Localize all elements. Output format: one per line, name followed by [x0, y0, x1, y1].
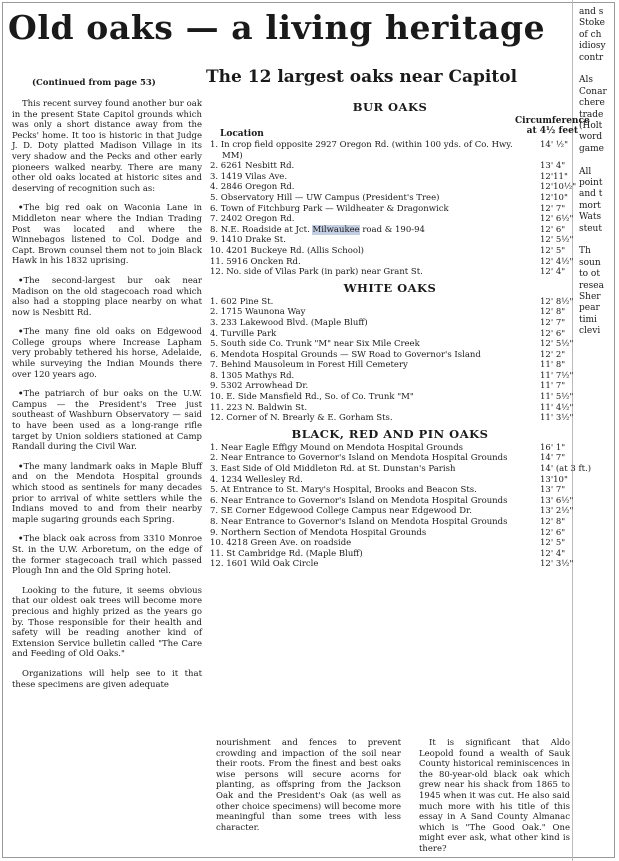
oak-circumference: 12' 5" [540, 245, 566, 256]
oak-circumference: 14' (at 3 ft.) [540, 464, 592, 475]
fragment-line: Conar [579, 86, 607, 97]
oak-location: 1. Near Eagle Effigy Mound on Mendota Hospital Grounds [210, 442, 464, 453]
fragment-line: Als [579, 75, 593, 86]
table-row [210, 307, 570, 318]
table-row [210, 182, 577, 193]
highlighted-word: Milwaukee [312, 224, 360, 235]
oak-circumference: 12'11" [540, 171, 568, 182]
table-row [210, 235, 574, 246]
oak-circumference: 11' 7½" [540, 370, 574, 381]
oak-circumference: 12' 7" [540, 317, 566, 328]
fragment-line: All [579, 166, 592, 177]
table-row [210, 214, 574, 225]
table-header [210, 116, 590, 140]
left-paragraph: • The many landmark oaks in Maple Bluff and on the Mendota Hospital grounds which stood as sentinels for many decades prior to arrival of white settlers while the Indians moved to and from their nearby maple sugaring grounds each Spring. [12, 462, 202, 526]
table-row [210, 392, 574, 403]
table-row [210, 370, 574, 382]
left-paragraph: • The black oak across from 3310 Monroe St. in the U.W. Arboretum, on the edge of the former stagecoach trail which passed Plough Inn and the Old Spring hotel. [12, 534, 202, 576]
bottom-column-2-text: It is significant that Aldo Leopold found a wealth of Sauk County historical reminiscences in the 80-year-old black oak which grew near his shack from 1865 to 1945 when it was cut. He also said much more with his title of this essay in A Sand County Almanac which is "The Good Oak." One might ever ask, what other kind is there? [419, 738, 570, 854]
oak-location: 8. Near Entrance to Governor's Island on Mendota Hospital Grounds [210, 517, 508, 527]
table-row [210, 318, 570, 329]
bur-oaks-heading: BUR OAKS [352, 100, 428, 114]
oak-circumference: 12' 5" [540, 538, 566, 549]
brp-oaks-heading: BLACK, RED AND PIN OAKS [291, 426, 489, 441]
white-oaks-heading: WHITE OAKS [343, 280, 437, 295]
oak-location: 8. 1305 Mathys Rd. [210, 370, 295, 381]
bottom-column-2 [419, 738, 570, 855]
table-row [210, 360, 570, 371]
oak-circumference: 12' 7" [540, 203, 566, 214]
fragment-line: idiosy [579, 41, 606, 52]
left-paragraphs [12, 99, 202, 690]
circumference-header [515, 116, 590, 136]
fragment-line: soun [579, 257, 601, 268]
table-title: The 12 largest oaks near Capitol [206, 67, 518, 87]
oak-circumference: 12' 4" [540, 548, 566, 559]
fragment-line: Th [579, 246, 591, 257]
oak-location: 9. 1410 Drake St. [210, 235, 286, 246]
oak-location: 5. Observatory Hill — UW Campus (President's Tree) [210, 192, 440, 203]
oak-location: 2. Near Entrance to Governor's Island on Mendota Hospital Grounds [210, 453, 508, 464]
table-row [210, 538, 570, 549]
oak-location: 7. Behind Mausoleum in Forest Hill Cemetery [210, 360, 408, 371]
fragment-line: mort [579, 200, 601, 211]
table-row [210, 350, 570, 361]
fragment-line: steut [579, 223, 602, 234]
table-row [210, 464, 592, 475]
fragment-line: of ch [579, 29, 602, 40]
bottom-column-1-text: nourishment and fences to prevent crowding and impaction of the soil near their roots. From the finest and best oaks wise persons will secure acorns for planting, as offspring from the Jackson Oak and the President's Oak (as well as other choice specimens) will become more meaningful than some trees with less character. [216, 738, 401, 833]
table-row [210, 381, 570, 392]
oak-circumference: 12' 6" [540, 527, 566, 538]
oak-circumference: 11' 5½" [540, 392, 574, 403]
oak-location: 4. 2846 Oregon Rd. [210, 182, 295, 193]
table-row [210, 495, 574, 507]
oak-circumference: 12' 5½" [540, 235, 574, 246]
location-header: Location [220, 129, 264, 139]
fragment-line: (Holt [579, 121, 603, 131]
fragment-line: and t [579, 189, 603, 200]
oak-location: 6. Near Entrance to Governor's Island on Mendota Hospital Grounds [210, 495, 508, 506]
oak-location: 10. 4218 Green Ave. on roadside [210, 538, 352, 549]
fragment-line: point [579, 178, 603, 188]
fragment-line: chere [579, 98, 605, 109]
fragment-line: Stoke [579, 18, 605, 29]
oak-circumference: 11' 4½" [540, 402, 574, 413]
black-red-pin-oak-list [210, 442, 592, 570]
oak-circumference: 11' 7" [540, 381, 566, 392]
table-row [210, 267, 570, 278]
oak-location: 5. At Entrance to St. Mary's Hospital, Brooks and Beacon Sts. [210, 485, 477, 496]
oak-location: 5. South side Co. Trunk "M" near Six Mile Creek [210, 339, 420, 350]
oak-circumference: 14' 7" [540, 453, 566, 464]
bur-oak-list [210, 140, 577, 278]
table-row [210, 246, 570, 257]
oak-location: 4. Turville Park [210, 328, 277, 339]
oak-circumference: 13' 6½" [540, 495, 574, 506]
oak-circumference: 11' 3½" [540, 413, 574, 424]
table-row [210, 296, 574, 308]
table-row [210, 161, 570, 172]
oak-location: 10. 4201 Buckeye Rd. (Allis School) [210, 245, 364, 256]
oak-circumference: 12' 6" [540, 224, 566, 235]
table-row [210, 506, 574, 517]
oak-location: 3. 1419 Vilas Ave. [210, 171, 288, 182]
table-row [210, 172, 570, 183]
table-row [210, 402, 574, 414]
left-paragraph: This recent survey found another bur oak in the present State Capitol grounds which was only a short distance away from the Pecks' home. It too is historic in that Judge J. D. Doty platted Madison Village in its very shadow and the Pecks and other early pioneers walked nearby. There are many other old oaks located at historic sites and deserving of recognition such as: [12, 99, 202, 194]
oak-location: 3. 233 Lakewood Blvd. (Maple Bluff) [210, 317, 368, 328]
oak-circumference: 13' 7" [540, 485, 566, 496]
oak-location: 4. 1234 Wellesley Rd. [210, 474, 303, 485]
oak-location: 12. No. side of Vilas Park (in park) near Grant St. [210, 267, 423, 278]
table-row [210, 193, 570, 204]
table-row [210, 413, 574, 424]
headline: Old oaks — a living heritage [8, 8, 546, 47]
oak-location: 1. In crop field opposite 2927 Oregon Rd. (within 100 yds. of Co. Hwy. MM) [210, 140, 513, 161]
oak-location: 7. SE Corner Edgewood College Campus near Edgewood Dr. [210, 506, 472, 517]
oak-location: 2. 6261 Nesbitt Rd. [210, 161, 295, 172]
oak-circumference: 12'10½" [540, 182, 577, 193]
oak-circumference: 12' 6½" [540, 214, 574, 225]
oak-location: 12. 1601 Wild Oak Circle [210, 559, 319, 570]
table-row [210, 475, 570, 486]
left-paragraph: • The second-largest bur oak near Madison on the old stagecoach road which also had a stopping place nearby on what now is Nesbitt Rd. [12, 276, 202, 318]
left-paragraph: • The many fine old oaks on Edgewood College groups where Increase Lapham very probably tethered his horse, Adelaide, while surveying the Indian Mounds there over 120 years ago. [12, 327, 202, 380]
oak-location: 3. East Side of Old Middleton Rd. at St. Dunstan's Parish [210, 464, 456, 475]
oak-location: 11. 5916 Oncken Rd. [210, 256, 301, 267]
oak-location: 6. Town of Fitchburg Park — Wildheater & Dragonwick [210, 203, 449, 214]
table-row [210, 485, 570, 496]
oak-location: 12. Corner of N. Brearly & E. Gorham Sts. [210, 413, 393, 424]
left-paragraph: Looking to the future, it seems obvious that our oldest oak trees will become more precious and highly prized as the years go by. Those responsible for their health and safety will be reading another kind of Extension Service bulletin called "The Care and Feeding of Old Oaks." [12, 585, 202, 660]
fragment-line: pear [579, 303, 600, 314]
oak-circumference: 12' 4" [540, 267, 566, 278]
fragment-line: and s [579, 7, 604, 17]
fragment-line: resea [579, 280, 604, 291]
oak-circumference: 13'10" [540, 474, 568, 485]
fragment-line: Sher [579, 292, 601, 302]
fragment-line: word [579, 132, 603, 143]
left-article-column [12, 78, 202, 699]
table-row [210, 517, 570, 528]
oak-circumference: 13' 4" [540, 161, 566, 172]
oak-location: 1. 602 Pine St. [210, 296, 274, 307]
oak-circumference: 12' 3½" [540, 559, 574, 570]
fragment-line: game [579, 143, 604, 154]
table-row [210, 528, 570, 539]
fragment-line: to ot [579, 269, 600, 280]
table-row [210, 339, 574, 350]
oak-circumference: 11' 8" [540, 360, 566, 371]
oak-circumference: 12' 5½" [540, 339, 574, 350]
oak-circumference: 12' 4½" [540, 256, 574, 267]
oak-location: 7. 2402 Oregon Rd. [210, 214, 295, 225]
table-row [210, 329, 570, 340]
oak-circumference: 16' 1" [540, 442, 566, 453]
oak-circumference: 12' 6" [540, 328, 566, 339]
circumference-header-line1: Circumference [515, 116, 590, 126]
oak-circumference: 13' 2½" [540, 506, 574, 517]
oak-circumference: 12' 2" [540, 349, 566, 360]
table-row [210, 256, 574, 268]
table-row [210, 204, 570, 215]
table-row [210, 443, 570, 454]
table-row [210, 225, 570, 236]
oak-location: 11. St Cambridge Rd. (Maple Bluff) [210, 548, 363, 559]
oak-location: 9. 5302 Arrowhead Dr. [210, 381, 309, 392]
left-paragraph: Organizations will help see to it that these specimens are given adequate [12, 668, 202, 690]
fragment-line: trade [579, 109, 604, 120]
table-row [210, 549, 570, 560]
table-row [210, 559, 574, 570]
oak-location: 11. 223 N. Baldwin St. [210, 402, 308, 413]
fragment-line: Wats [579, 212, 602, 223]
oak-circumference: 12' 8" [540, 307, 566, 318]
left-paragraph: • The big red oak on Waconia Lane in Middleton near where the Indian Trading Post was located and where the Winnebagos listened to Col. Dodge and Capt. Brown counsel them not to join Black Hawk in his 1832 uprising. [12, 203, 202, 267]
continued-note: (Continued from page 53) [32, 78, 156, 88]
oak-circumference: 14' ½" [540, 140, 569, 150]
oak-location: 2. 1715 Waunona Way [210, 307, 306, 318]
circumference-header-line2: at 4½ feet [526, 126, 579, 136]
oak-location: 9. Northern Section of Mendota Hospital Grounds [210, 527, 427, 538]
oak-circumference: 12' 8½" [540, 296, 574, 307]
white-oak-list [210, 296, 574, 424]
oak-circumference: 12'10" [540, 192, 568, 203]
oak-circumference: 12' 8" [540, 517, 566, 527]
oak-location: 6. Mendota Hospital Grounds — SW Road to Governor's Island [210, 349, 481, 360]
oak-location: 10. E. Side Mansfield Rd., So. of Co. Trunk "M" [210, 392, 414, 403]
left-paragraph: • The patriarch of bur oaks on the U.W. Campus — the President's Tree just southeast of Washburn Observatory — said to have been used as a long-range rifle target by Union soldiers stationed at Camp Randall during the Civil War. [12, 389, 202, 453]
fragment-line: timi [579, 314, 597, 325]
oak-location: 8. N.E. Roadside at Jct. Milwaukee road & 190-94 [210, 224, 425, 235]
bottom-column-1 [216, 738, 401, 833]
table-row [210, 140, 570, 161]
fragment-line: contr [579, 52, 604, 63]
table-row [210, 453, 570, 464]
fragment-line: clevi [579, 326, 601, 337]
